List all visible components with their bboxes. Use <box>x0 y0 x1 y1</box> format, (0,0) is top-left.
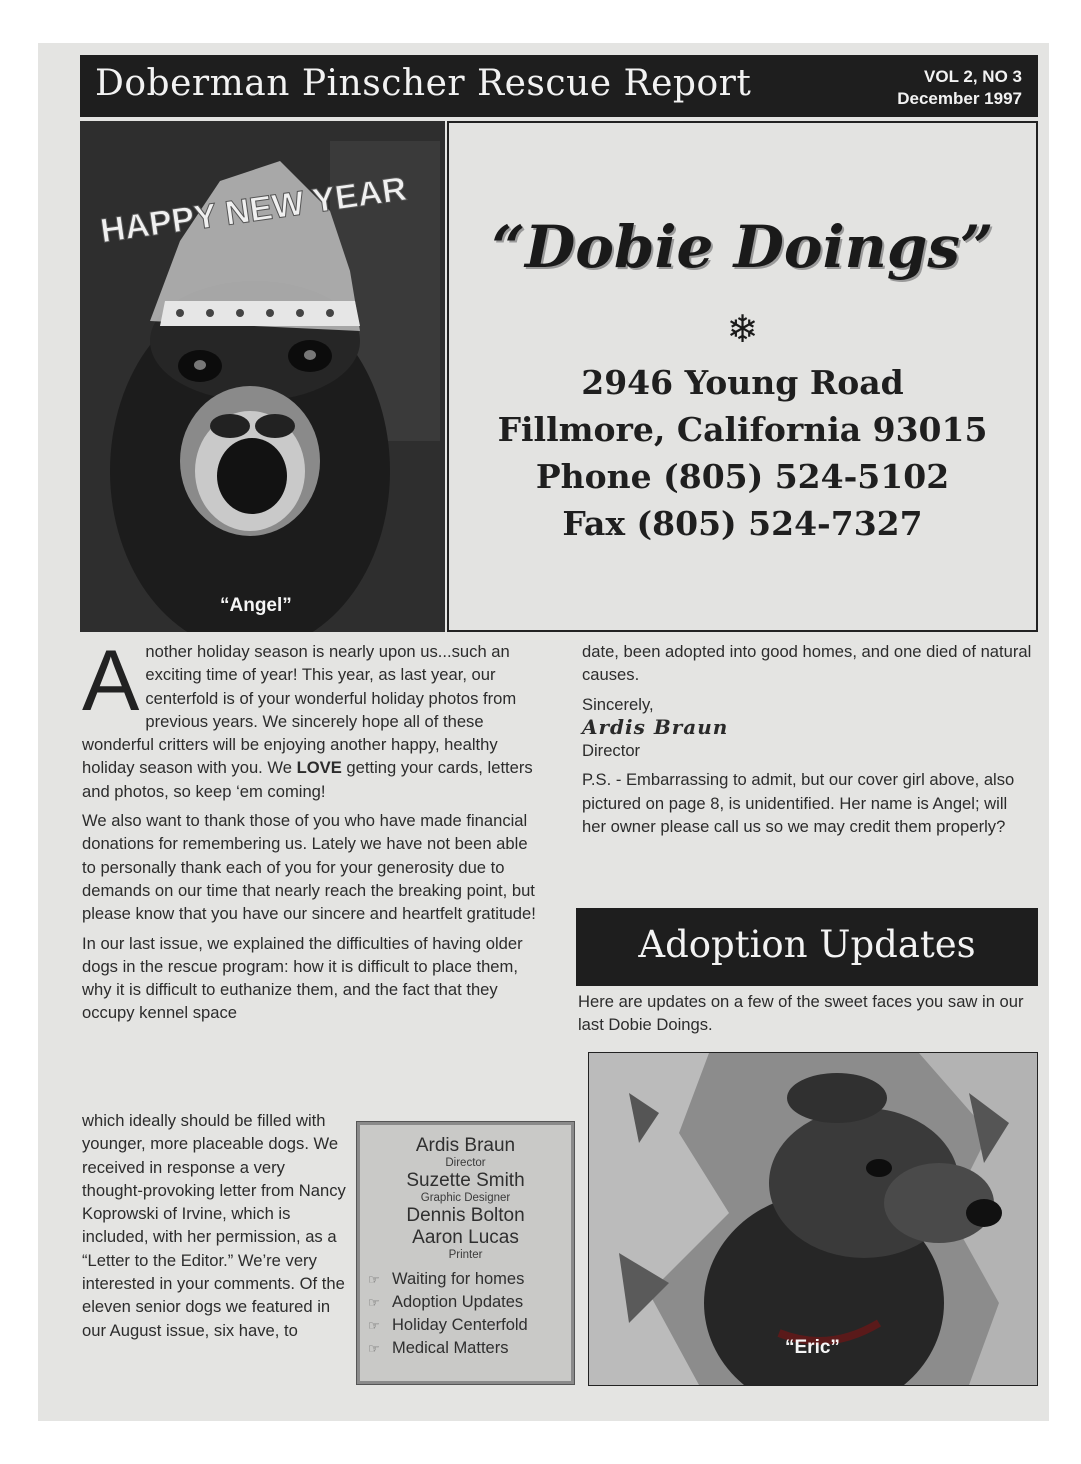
dog-with-party-hat-illustration <box>80 121 445 632</box>
pointing-hand-icon: ☞ <box>368 1318 380 1333</box>
staff-name: Aaron Lucas <box>412 1227 519 1248</box>
staff-role: Graphic Designer <box>420 1192 511 1204</box>
letter-right-column <box>582 640 1034 844</box>
masthead <box>80 55 1038 117</box>
staff-role: Director <box>445 1157 486 1169</box>
cover-photo-angel <box>80 121 445 632</box>
letter-left-column-narrow <box>82 1109 350 1348</box>
snowflake-icon: ❄ <box>726 309 759 351</box>
letter-closing: Sincerely, <box>582 694 654 714</box>
letter-paragraph-1: Another holiday season is nearly upon us...such an exciting time of year! This year, as last year, our centerfold is of your wonderful holiday photos from previous years. We sincerely hope all of these wonderful critters will be enjoying another happy, healthy holiday season with you. We LOVE getting your cards, letters and photos, so keep ‘em coming! <box>82 633 533 801</box>
contact-box <box>447 121 1038 632</box>
pointing-hand-icon: ☞ <box>368 1295 380 1310</box>
staff-role: Printer <box>448 1249 483 1261</box>
contents-item: ☞ Waiting for homes <box>368 1268 571 1291</box>
dog-portrait-illustration <box>589 1053 1037 1385</box>
photo-caption-eric: “Eric” <box>785 1337 840 1358</box>
letter-paragraph-4: date, been adopted into good homes, and one died of natural causes. <box>582 642 1032 685</box>
contents-list <box>360 1268 571 1360</box>
signature: Ardis Braun <box>582 714 729 739</box>
street-address: 2946 Young Road <box>581 363 904 402</box>
staff-name: Ardis Braun <box>415 1135 516 1156</box>
adoption-updates-heading: Adoption Updates <box>576 908 1038 986</box>
issue-info <box>897 66 1022 110</box>
drop-cap: A <box>82 633 140 729</box>
adoption-intro: Here are updates on a few of the sweet faces you saw in our last Dobie Doings. <box>578 992 1024 1035</box>
staff-and-contents-box <box>357 1122 574 1384</box>
letter-paragraph-3-bottom: which ideally should be filled with younger, more placeable dogs. We received in response a very thought-provoking letter from Nancy Koprowski of Irvine, which is included, with her permission, as a “Letter to the Editor.” We’re very interested in your comments. Of the eleven senior dogs we featured in our August issue, six have, to <box>82 1111 346 1340</box>
staff-name: Dennis Bolton <box>406 1205 525 1226</box>
phone-number: Phone (805) 524-5102 <box>535 457 950 496</box>
contents-item: ☞ Medical Matters <box>368 1337 571 1360</box>
signer-title: Director <box>582 741 641 761</box>
contents-item: ☞ Adoption Updates <box>368 1291 571 1314</box>
pointing-hand-icon: ☞ <box>368 1272 380 1287</box>
fax-number: Fax (805) 524-7327 <box>562 504 923 543</box>
issue-date: December 1997 <box>897 89 1022 108</box>
photo-caption-angel: “Angel” <box>220 595 292 616</box>
letter-paragraph-2: We also want to thank those of you who have made financial donations for remembering us. Lately we have not been able to personally thank each of you for your generosity due to demands on our time that nearly reach the breaking point, but please know that you have our sincere and heartfelt gratitude! <box>82 811 536 924</box>
city-state-zip: Fillmore, California 93015 <box>497 410 988 449</box>
newsletter-title: Doberman Pinscher Rescue Report <box>95 63 752 104</box>
emphasis-love: LOVE <box>296 758 342 778</box>
postscript: P.S. - Embarrassing to admit, but our cover girl above, also pictured on page 8, is unidentified. Her name is Angel; will her owner please call us so we may credit them properly? <box>582 770 1015 837</box>
letter-paragraph-3-top: In our last issue, we explained the difficulties of having older dogs in the rescue program: how it is difficult to place them, why it is difficult to euthanize them, and the fact that they occupy kennel space <box>82 933 523 1023</box>
staff-name: Suzette Smith <box>406 1170 525 1191</box>
photo-eric <box>588 1052 1038 1386</box>
contents-item: ☞ Holiday Centerfold <box>368 1314 571 1337</box>
newsletter-name: “Dobie Doings” <box>491 213 994 281</box>
hat-text: HAPPY NEW YEAR <box>98 169 409 251</box>
letter-left-column <box>82 633 540 1025</box>
pointing-hand-icon: ☞ <box>368 1341 380 1356</box>
volume-number: VOL 2, NO 3 <box>924 67 1022 86</box>
